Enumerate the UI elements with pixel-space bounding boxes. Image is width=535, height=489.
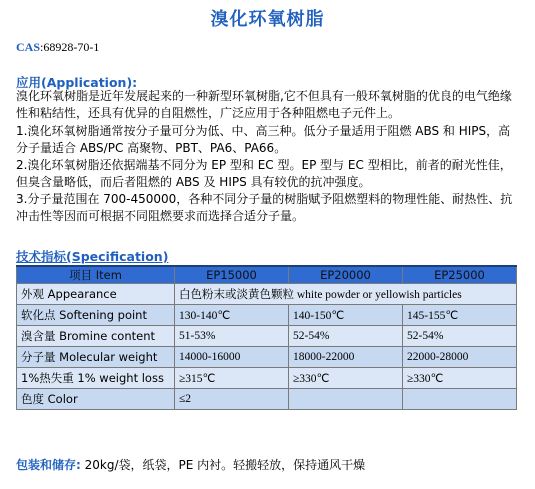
cas-number (16, 40, 99, 55)
table-row (17, 368, 517, 389)
table-cell: 130-140℃ (175, 305, 289, 326)
table-cell: 145-155℃ (403, 305, 517, 326)
table-cell: 22000-28000 (403, 347, 517, 368)
application-paragraph: 3.分子量范围在 700-450000，各种不同分子量的树脂赋予阻燃塑料的物理性能、耐热性、抗冲击性等因而可根据不同阻燃要求而选择合适分子量。 (16, 192, 513, 223)
row-label: 1%热失重 1% weight loss (17, 368, 175, 389)
table-cell: 52-54% (289, 326, 403, 347)
row-label: 外观 Appearance (17, 284, 175, 305)
table-cell: 18000-22000 (289, 347, 403, 368)
column-header: EP20000 (289, 266, 403, 284)
row-label: 分子量 Molecular weight (17, 347, 175, 368)
packaging-text: 20kg/袋，纸袋，PE 内衬。轻搬轻放，保持通风干燥 (80, 458, 366, 472)
application-paragraph: 溴化环氧树脂是近年发展起来的一种新型环氧树脂,它不但具有一般环氧树脂的优良的电气绝缘性和粘结性，还具有优异的自阻燃性，广泛应用于各种阻燃电子元件上。 (16, 89, 512, 120)
table-row (17, 389, 517, 410)
row-label: 软化点 Softening point (17, 305, 175, 326)
application-paragraph: 2.溴化环氧树脂还依据端基不同分为 EP 型和 EC 型。EP 型与 EC 型相比，前者的耐光性佳，但臭含量略低，而后者阻燃的 ABS 及 HIPS 具有较优的抗冲强度。 (16, 158, 512, 189)
page-title: 溴化环氧树脂 (210, 9, 325, 30)
table-cell: ≥330℃ (289, 368, 403, 389)
row-label: 色度 Color (17, 389, 175, 410)
packaging-line (16, 456, 365, 473)
application-heading: 应用(Application): (16, 75, 138, 90)
table-cell (403, 389, 517, 410)
table-row (17, 347, 517, 368)
table-row (17, 305, 517, 326)
specification-heading: 技术指标(Specification) (16, 249, 169, 264)
table-cell: ≤2 (175, 389, 289, 410)
cas-value: :68928-70-1 (40, 40, 100, 54)
table-cell: 52-54% (403, 326, 517, 347)
table-cell: 140-150℃ (289, 305, 403, 326)
table-cell: 白色粉末或淡黄色颗粒 white powder or yellowish particles (175, 284, 517, 305)
packaging-label: 包装和储存: (16, 458, 81, 472)
cas-label: CAS (16, 40, 41, 54)
column-header: EP15000 (175, 266, 289, 284)
row-label: 溴含量 Bromine content (17, 326, 175, 347)
application-paragraph: 1.溴化环氧树脂通常按分子量可分为低、中、高三种。低分子量适用于阻燃 ABS 和 HIPS，高分子量适合 ABS/PC 高聚物、PBT、PA6、PA66。 (16, 124, 511, 155)
column-header: EP25000 (403, 266, 517, 284)
table-row (17, 284, 517, 305)
table-cell (289, 389, 403, 410)
table-cell: 51-53% (175, 326, 289, 347)
table-cell: 14000-16000 (175, 347, 289, 368)
table-row (17, 326, 517, 347)
table-header-row (17, 266, 517, 284)
column-header: 项目 Item (17, 266, 175, 284)
table-cell: ≥330℃ (403, 368, 517, 389)
table-cell: ≥315℃ (175, 368, 289, 389)
specification-table (16, 265, 517, 410)
